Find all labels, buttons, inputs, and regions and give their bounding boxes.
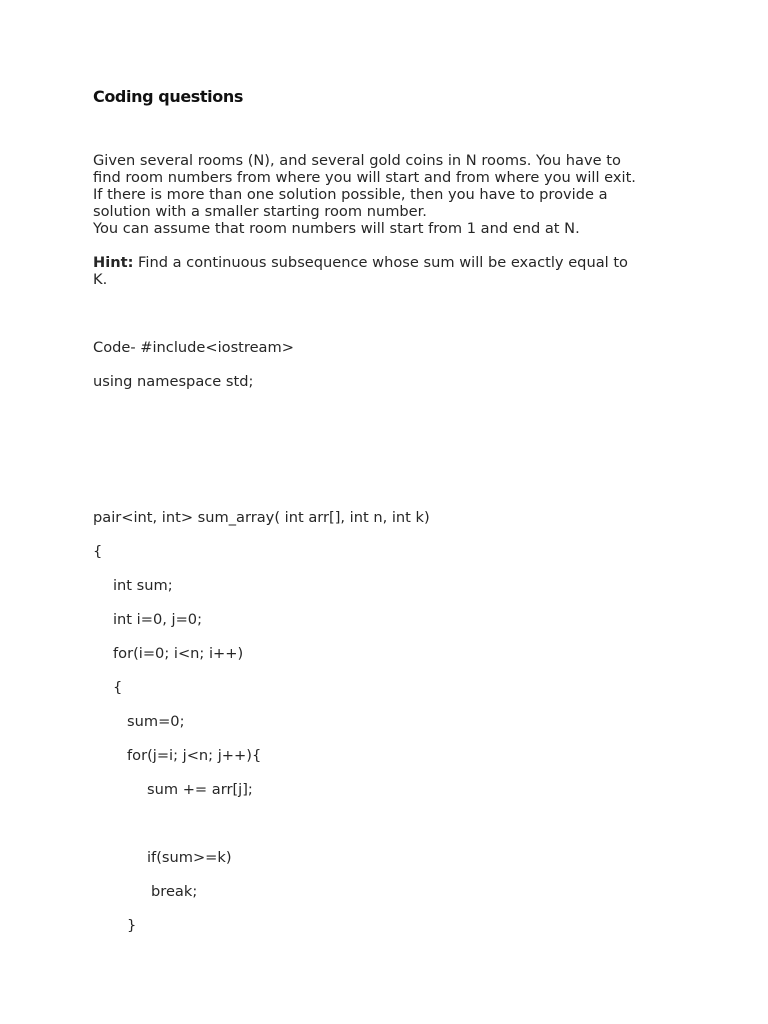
description-line: You can assume that room numbers will start from 1 and end at N. xyxy=(93,220,580,237)
description-line: If there is more than one solution possible, then you have to provide a xyxy=(93,186,608,203)
code-include-line: Code- #include<iostream> xyxy=(93,339,294,356)
document-title: Coding questions xyxy=(93,87,243,106)
code-line: sum=0; xyxy=(127,713,185,730)
code-line: sum += arr[j]; xyxy=(147,781,253,798)
code-line: } xyxy=(127,917,137,934)
hint-paragraph xyxy=(93,254,693,288)
code-line: for(j=i; j<n; j++){ xyxy=(127,747,262,764)
code-line: { xyxy=(93,543,103,560)
code-line: int i=0, j=0; xyxy=(113,611,202,628)
description-line: find room numbers from where you will start and from where you will exit. xyxy=(93,169,636,186)
code-namespace-line: using namespace std; xyxy=(93,373,254,390)
code-line: int sum; xyxy=(113,577,173,594)
code-line: break; xyxy=(151,883,198,900)
code-line: for(i=0; i<n; i++) xyxy=(113,645,244,662)
description-line: solution with a smaller starting room number. xyxy=(93,203,427,220)
hint-label: Hint: xyxy=(93,254,134,271)
hint-line xyxy=(93,254,693,271)
code-line: { xyxy=(113,679,123,696)
code-line: pair<int, int> sum_array( int arr[], int n, int k) xyxy=(93,509,430,526)
description-line: Given several rooms (N), and several gold coins in N rooms. You have to xyxy=(93,152,621,169)
code-line: if(sum>=k) xyxy=(147,849,232,866)
hint-line: K. xyxy=(93,271,108,288)
hint-text: Find a continuous subsequence whose sum will be exactly equal to xyxy=(133,254,628,271)
problem-description xyxy=(93,152,693,237)
